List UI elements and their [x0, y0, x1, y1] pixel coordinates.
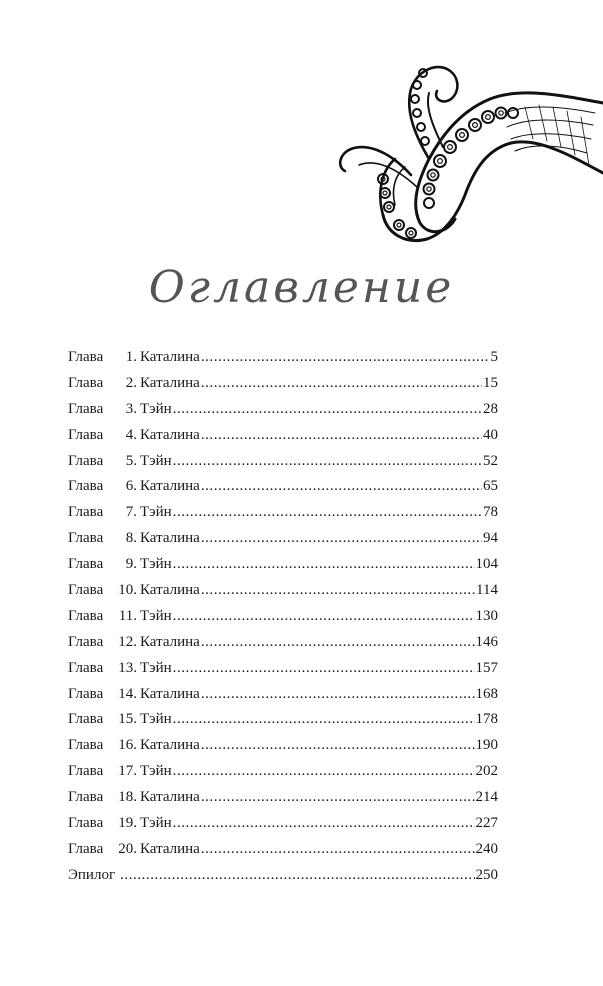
toc-chapter-word: Глава [68, 374, 104, 391]
toc-chapter-number: 5. [125, 452, 137, 469]
toc-chapter-number: 19. [118, 815, 137, 832]
toc-dot-leader [201, 686, 475, 703]
toc-page-number: 94 [483, 530, 498, 547]
toc-chapter-title: Каталина [140, 737, 200, 754]
toc-page-number: 28 [483, 400, 498, 417]
toc-chapter-title: Каталина [140, 426, 200, 443]
toc-chapter-label [68, 763, 172, 780]
toc-entry[interactable] [68, 608, 498, 634]
toc-page-number: 5 [490, 349, 498, 365]
toc-chapter-number: 12. [118, 633, 137, 650]
toc-entry[interactable] [68, 582, 498, 608]
toc-chapter-number: 20. [118, 840, 137, 857]
toc-entry[interactable] [68, 453, 498, 479]
toc-chapter-title: Тэйн [140, 400, 172, 417]
toc-entry-epilogue[interactable] [68, 867, 498, 893]
toc-entry[interactable] [68, 556, 498, 582]
toc-chapter-number: 6. [125, 478, 137, 495]
toc-entry[interactable] [68, 427, 498, 453]
toc-dot-leader [173, 763, 475, 780]
toc-page-number: 227 [475, 815, 498, 832]
toc-entry[interactable] [68, 349, 498, 375]
toc-chapter-word: Глава [68, 607, 104, 624]
toc-chapter-label [68, 478, 200, 495]
toc-page-number: 52 [483, 452, 498, 469]
octopus-tentacle-icon [325, 55, 603, 260]
toc-page-number: 157 [475, 659, 498, 676]
toc-chapter-word: Глава [68, 711, 104, 728]
toc-dot-leader [201, 530, 482, 547]
toc-page-number: 78 [483, 504, 498, 521]
toc-chapter-number: 4. [125, 426, 137, 443]
toc-chapter-number: 15. [118, 711, 137, 728]
toc-chapter-word: Глава [68, 556, 104, 573]
toc-page-number: 214 [475, 789, 498, 806]
toc-entry[interactable] [68, 504, 498, 530]
toc-chapter-title: Тэйн [140, 607, 172, 624]
toc-page-number: 168 [475, 685, 498, 702]
toc-dot-leader [201, 582, 475, 599]
toc-chapter-word: Глава [68, 840, 104, 857]
toc-dot-leader [173, 711, 475, 728]
toc-chapter-word: Глава [68, 737, 104, 754]
toc-chapter-number: 3. [125, 400, 137, 417]
toc-page-number: 15 [483, 374, 498, 391]
toc-chapter-number: 9. [125, 556, 137, 573]
toc-entry[interactable] [68, 401, 498, 427]
toc-entry[interactable] [68, 737, 498, 763]
toc-chapter-title: Каталина [140, 349, 200, 365]
toc-chapter-word: Глава [68, 426, 104, 443]
toc-chapter-label [68, 711, 172, 728]
toc-entry[interactable] [68, 815, 498, 841]
table-of-contents [68, 349, 498, 893]
toc-dot-leader [201, 737, 475, 754]
toc-chapter-title: Тэйн [140, 711, 172, 728]
toc-entry[interactable] [68, 763, 498, 789]
toc-entry[interactable] [68, 634, 498, 660]
toc-chapter-title: Тэйн [140, 452, 172, 469]
toc-entry[interactable] [68, 478, 498, 504]
toc-dot-leader [201, 478, 482, 495]
toc-dot-leader [201, 634, 475, 651]
toc-page-number: 250 [475, 866, 498, 883]
toc-chapter-word: Глава [68, 815, 104, 832]
toc-chapter-title: Каталина [140, 633, 200, 650]
toc-chapter-label [68, 453, 172, 470]
toc-chapter-label [68, 660, 172, 677]
toc-chapter-label [68, 556, 172, 573]
toc-chapter-label [68, 349, 200, 366]
toc-dot-leader [173, 401, 482, 418]
toc-chapter-number: 17. [118, 763, 137, 780]
toc-entry[interactable] [68, 711, 498, 737]
toc-page-number: 146 [475, 633, 498, 650]
toc-chapter-word: Глава [68, 763, 104, 780]
toc-chapter-word: Глава [68, 452, 104, 469]
toc-dot-leader [173, 504, 482, 521]
toc-chapter-label [68, 401, 172, 418]
toc-dot-leader [173, 815, 475, 832]
toc-chapter-label [68, 789, 200, 806]
toc-page-number: 40 [483, 426, 498, 443]
toc-chapter-word: Глава [68, 349, 104, 365]
toc-chapter-number: 14. [118, 685, 137, 702]
toc-chapter-word: Глава [68, 478, 104, 495]
toc-chapter-label [68, 634, 200, 651]
toc-chapter-label [68, 608, 172, 625]
toc-chapter-number: 16. [118, 737, 137, 754]
toc-dot-leader [120, 867, 474, 884]
toc-entry[interactable] [68, 530, 498, 556]
toc-chapter-title: Каталина [140, 374, 200, 391]
toc-dot-leader [173, 556, 475, 573]
toc-chapter-label [68, 841, 200, 858]
toc-chapter-title: Каталина [140, 478, 200, 495]
toc-chapter-number: 11. [118, 607, 137, 624]
toc-chapter-number: 18. [118, 789, 137, 806]
toc-chapter-title: Каталина [140, 789, 200, 806]
toc-chapter-label [68, 504, 172, 521]
toc-chapter-word: Глава [68, 504, 104, 521]
toc-chapter-number: 1. [125, 349, 137, 365]
toc-dot-leader [173, 608, 475, 625]
toc-chapter-number: 7. [125, 504, 137, 521]
toc-page-number: 178 [475, 711, 498, 728]
toc-chapter-word: Глава [68, 582, 104, 599]
toc-chapter-title: Тэйн [140, 815, 172, 832]
toc-entry[interactable] [68, 375, 498, 401]
toc-chapter-label [68, 427, 200, 444]
toc-chapter-title: Каталина [140, 685, 200, 702]
toc-entry[interactable] [68, 789, 498, 815]
toc-chapter-word: Глава [68, 789, 104, 806]
toc-chapter-title: Каталина [140, 530, 200, 547]
toc-dot-leader [201, 349, 490, 366]
toc-chapter-word: Глава [68, 530, 104, 547]
toc-epilogue-title: Эпилог [68, 866, 116, 883]
toc-page-number: 130 [475, 607, 498, 624]
toc-page-number: 114 [476, 582, 498, 599]
toc-chapter-word: Глава [68, 633, 104, 650]
toc-chapter-number: 8. [125, 530, 137, 547]
toc-chapter-number: 2. [125, 374, 137, 391]
toc-chapter-title: Тэйн [140, 556, 172, 573]
toc-page-number: 202 [475, 763, 498, 780]
toc-page-number: 190 [475, 737, 498, 754]
toc-chapter-label [68, 530, 200, 547]
toc-chapter-title: Каталина [140, 582, 200, 599]
toc-chapter-title: Каталина [140, 840, 200, 857]
toc-dot-leader [173, 453, 482, 470]
toc-dot-leader [201, 427, 482, 444]
toc-chapter-label [68, 815, 172, 832]
page-title: Оглавление [148, 262, 455, 313]
toc-chapter-label [68, 737, 200, 754]
toc-chapter-number: 13. [118, 659, 137, 676]
toc-chapter-title: Тэйн [140, 504, 172, 521]
toc-dot-leader [201, 789, 475, 806]
toc-page-number: 65 [483, 478, 498, 495]
toc-chapter-title: Тэйн [140, 763, 172, 780]
toc-dot-leader [173, 660, 475, 677]
toc-entry[interactable] [68, 660, 498, 686]
toc-chapter-word: Глава [68, 400, 104, 417]
toc-entry[interactable] [68, 841, 498, 867]
toc-dot-leader [201, 375, 482, 392]
toc-chapter-label [68, 582, 200, 599]
toc-entry[interactable] [68, 686, 498, 712]
toc-page-number: 104 [475, 556, 498, 573]
toc-chapter-word: Глава [68, 685, 104, 702]
toc-chapter-number: 10. [118, 582, 137, 599]
toc-dot-leader [201, 841, 475, 858]
toc-chapter-label [68, 686, 200, 703]
toc-chapter-title: Тэйн [140, 659, 172, 676]
toc-page-number: 240 [475, 840, 498, 857]
toc-chapter-word: Глава [68, 659, 104, 676]
toc-chapter-label [68, 375, 200, 392]
